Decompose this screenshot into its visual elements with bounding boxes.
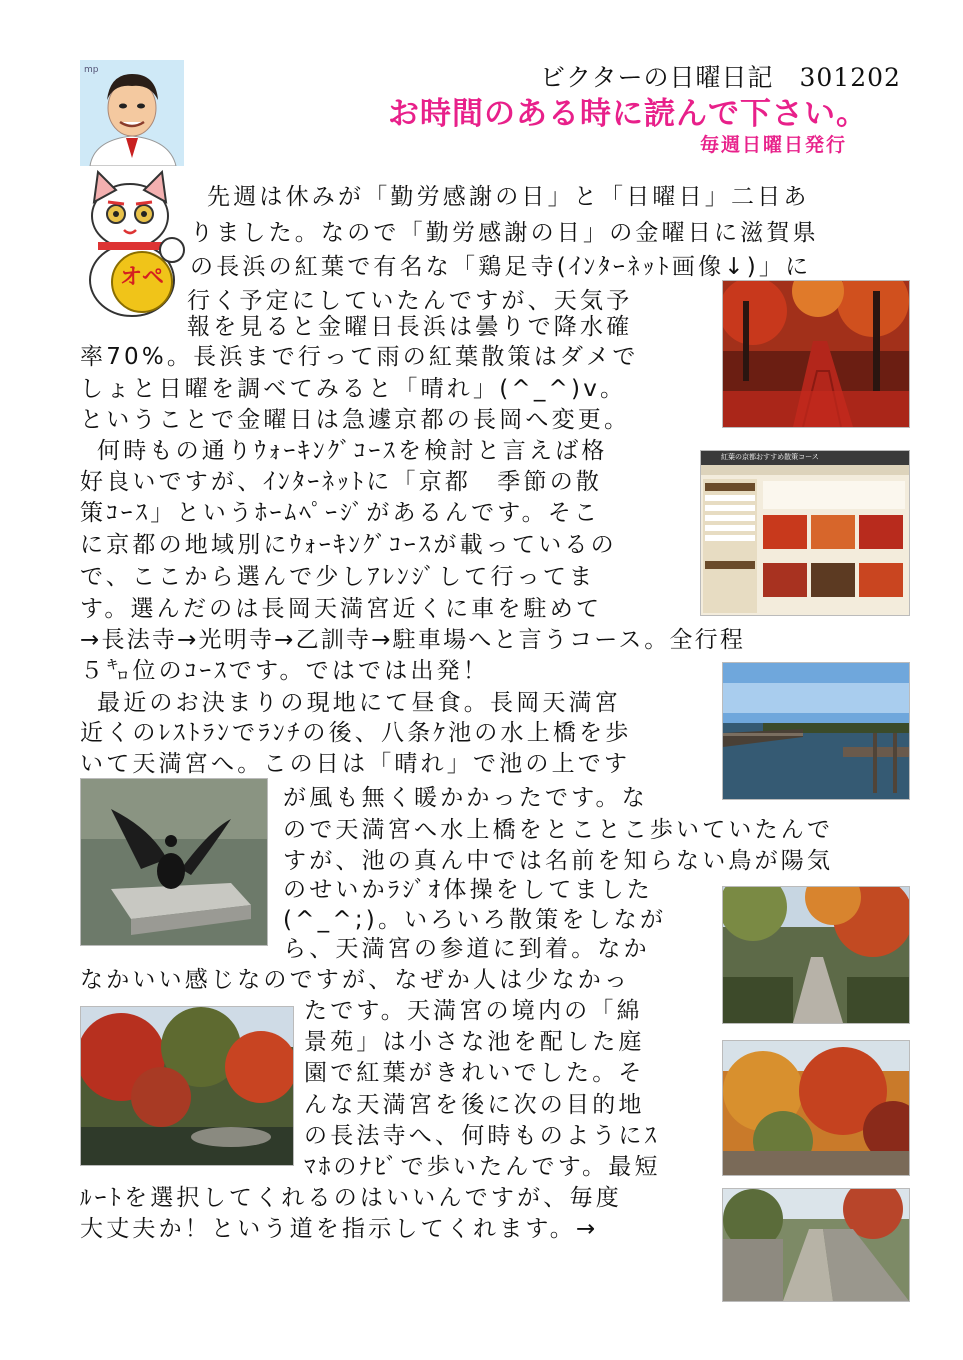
body-text-line: 行く予定にしていたんですが、天気予 (187, 288, 633, 314)
body-text-line: 大丈夫か！という道を指示してくれます。→ (80, 1216, 599, 1242)
body-text-line: りました。なので「勤労感謝の日」の金曜日に滋賀県 (190, 220, 819, 246)
body-text-line: 何時もの通りｳｫｰｷﾝｸﾞｺｰｽを検討と言えば格 (97, 438, 608, 464)
body-text-line: に京都の地域別にｳｫｰｷﾝｸﾞｺｰｽが載っているの (80, 532, 617, 558)
body-text-line: ら、天満宮の参道に到着。なか (283, 936, 650, 962)
garden-photo (80, 1006, 294, 1166)
body-text-line: しょと日曜を調べてみると「晴れ」(^_^)v。 (80, 376, 627, 402)
body-text-line: 報を見ると金曜日長浜は曇りで降水確 (187, 314, 633, 340)
body-text-line: が風も無く暖かかったです。な (283, 785, 648, 811)
body-text-line: 先週は休みが「勤労感謝の日」と「日曜日」二日あ (207, 184, 810, 210)
body-text-line: の長法寺へ、何時ものようにｽ (304, 1123, 660, 1149)
body-text-line: 策ｺｰｽ」というﾎｰﾑﾍﾟｰｼﾞがあるんです。そこ (80, 500, 601, 526)
body-text-line: 園で紅葉がきれいでした。そ (304, 1060, 645, 1086)
businessman-caricature-icon (80, 60, 184, 166)
body-text-line: 最近のお決まりの現地にて昼食。長岡天満宮 (97, 690, 621, 716)
body-text-line: いて天満宮へ。この日は「晴れ」で池の上です (80, 751, 631, 777)
publication-frequency: 毎週日曜日発行 (700, 134, 848, 156)
body-text-line: 好良いですが、ｲﾝﾀｰﾈｯﾄに「京都 季節の散 (80, 469, 603, 495)
shrine-approach-photo (722, 886, 910, 1024)
cat-coin-text: オペ (120, 265, 165, 290)
website-screenshot-image (700, 450, 910, 616)
body-text-line: 近くのﾚｽﾄﾗﾝでﾗﾝﾁの後、八条ｹ池の水上橋を歩 (80, 720, 632, 746)
body-text-line: ﾏﾎのﾅﾋﾞで歩いたんです。最短 (304, 1154, 661, 1180)
body-text-line: 景苑」は小さな池を配した庭 (304, 1029, 645, 1055)
body-text-line: のせいかﾗｼﾞｵ体操をしてました (283, 877, 653, 903)
autumn-trees-photo (722, 1040, 910, 1176)
keisokuji-maple-photo (722, 280, 910, 428)
diary-subtitle: お時間のある時に読んで下さい。 (388, 96, 868, 132)
body-text-line: んな天満宮を後に次の目的地 (304, 1092, 645, 1118)
body-text-line: (^_^;)。いろいろ散策をしなが (283, 907, 667, 933)
body-text-line: ５㌔位のｺｰｽです。ではでは出発！ (80, 658, 490, 684)
body-text-line: →長法寺→光明寺→乙訓寺→駐車場へと言うコース。全行程 (80, 627, 746, 653)
body-text-line: すが、池の真ん中では名前を知らない鳥が陽気 (283, 848, 834, 874)
body-text-line: ということで金曜日は急遽京都の長岡へ変更。 (80, 407, 631, 433)
body-text-line: す。選んだのは長岡天満宮近くに車を駐めて (80, 596, 603, 622)
narrow-path-photo (722, 1188, 910, 1302)
body-text-line: で、ここから選んで少しｱﾚﾝｼﾞして行ってま (80, 564, 596, 590)
svg-text:mp: mp (84, 65, 99, 75)
body-text-line: ので天満宮へ水上橋をとことこ歩いていたんで (283, 817, 834, 843)
body-text-line: の長浜の紅葉で有名な「鶏足寺(ｲﾝﾀｰﾈｯﾄ画像↓)」に (190, 254, 812, 280)
body-text-line: ﾙｰﾄを選択してくれるのはいいんですが、毎度 (80, 1185, 622, 1211)
pond-bridge-photo (722, 662, 910, 800)
diary-title: ビクターの日曜日記 301202 (540, 63, 901, 92)
cormorant-photo (80, 778, 268, 946)
body-text-line: なかいい感じなのですが、なぜか人は少なかっ (80, 967, 631, 993)
body-text-line: たです。天満宮の境内の「綿 (304, 998, 643, 1024)
body-text-line: 率70%。長浜まで行って雨の紅葉散策はダメで (80, 344, 639, 370)
maneki-neko-icon (80, 168, 188, 318)
website-header-text: 紅葉の京都おすすめ散策コース (721, 453, 819, 461)
